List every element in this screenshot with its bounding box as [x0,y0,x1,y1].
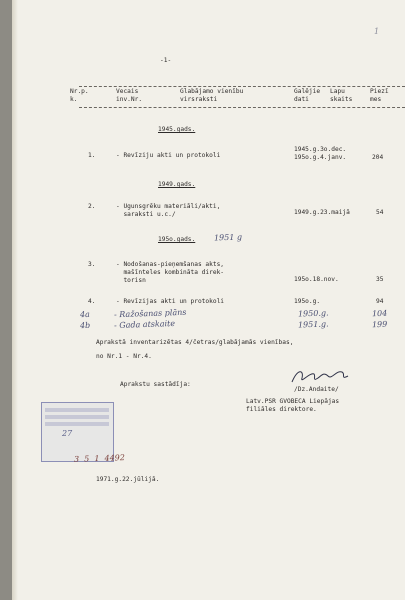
closing-line-2: no Nr.1 - Nr.4. [96,353,152,360]
col-header-dates: Galējie dati [294,88,321,103]
handwritten-row-number: 4b [79,320,91,331]
row-pages: 94 [376,298,384,305]
handwritten-row-title: - Gada atskaite [113,318,176,331]
document-page [12,0,405,600]
col-header-notes: Piezī mes [370,88,389,103]
col-header-inv: Vecais inv.Nr. [116,88,143,103]
handwritten-row-dates: 1951.g. [297,319,329,330]
row-number: 2. [88,203,96,210]
col-header-pages: Lapu skaits [330,88,353,103]
row-number: 3. [88,261,96,268]
year-heading: 1945.gads. [158,126,196,133]
signature-name: /Dz.Andaite/ [294,386,339,393]
table-top-rule [79,86,405,87]
compiler-label: Aprakstu sastādīja: [120,381,191,388]
row-title: - Revīziju akti un protokoli [116,152,221,159]
handwritten-row-number: 4a [79,309,91,320]
row-title: - Revīzijas akti un protokoli [116,298,225,305]
stamp-number: 27 [62,429,73,438]
compiler-position: Latv.PSR GVOBECA Liepājas filiāles direktore. [246,398,340,413]
stamp-handwritten-note: 3 5 1 4492 [73,453,126,464]
handwritten-row-pages: 104 [371,308,388,319]
row-pages: 204 [372,154,384,161]
row-pages: 35 [376,276,384,283]
row-dates: 195o.g. [294,298,321,305]
row-title: - Nodošanas-pieņemšanas akts, mašīnteles kombināta direk- torisn [116,261,225,284]
table-bottom-rule [79,107,405,108]
year-heading: 1949.gads. [158,181,196,188]
handwritten-row-pages: 199 [371,319,388,330]
row-dates: 1949.g.23.maijā [294,209,350,216]
col-header-nr: Nr.p. k. [70,88,89,103]
row-dates: 195o.18.nov. [294,276,339,283]
page-number: -1- [160,57,172,64]
row-number: 1. [88,152,96,159]
row-title: - Ugunsgrēku materiāli/akti, saraksti u.c./ [116,203,221,218]
document-date: 1971.g.22.jūlijā. [96,476,160,483]
row-number: 4. [88,298,96,305]
handwritten-year-note: 1951 g [213,232,243,243]
year-heading: 195o.gads. [158,236,196,243]
closing-line-1: Aprakstā inventarizētas 4/četras/glabājamās vienības, [96,339,294,346]
signature-image [288,366,358,388]
col-header-title: Glabājamo vienību virsraksti [180,88,244,103]
handwritten-row-dates: 1950.g. [297,308,329,319]
handwritten-row-title: - Ražošanas plāns [113,307,187,320]
corner-mark: 1 [374,27,380,36]
row-pages: 54 [376,209,384,216]
row-dates: 1945.g.3o.dec. 195o.g.4.janv. [294,146,347,161]
